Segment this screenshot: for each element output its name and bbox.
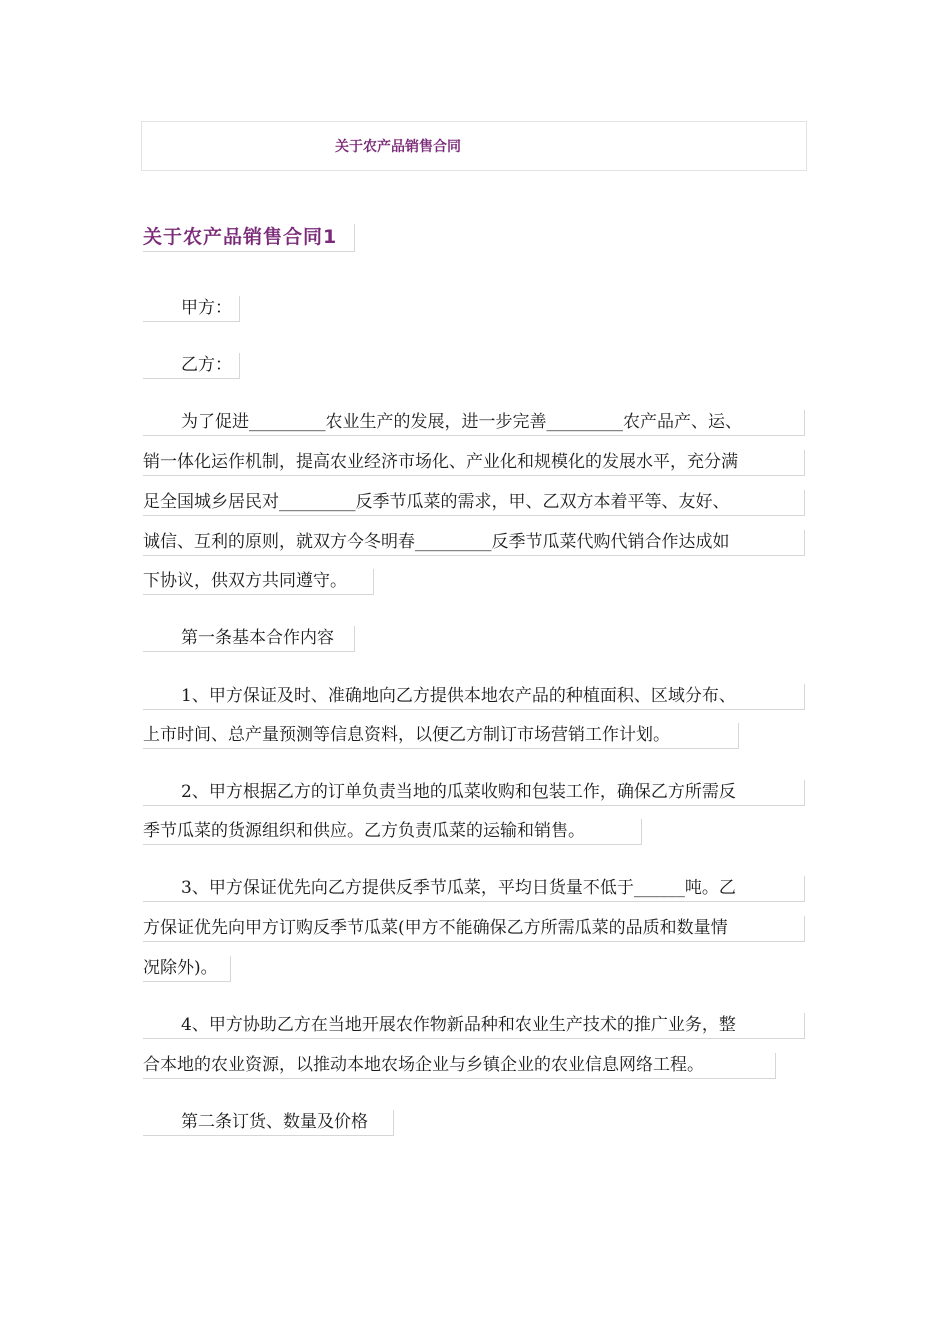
clause-line: 4、甲方协助乙方在当地开展农作物新品种和农业生产技术的推广业务，整 [143, 1013, 805, 1039]
section-heading: 第一条基本合作内容 [143, 626, 355, 652]
paragraph-line: 诚信、互利的原则，就双方今冬明春_________反季节瓜菜代购代销合作达成如 [143, 530, 805, 556]
clause-line: 方保证优先向甲方订购反季节瓜菜(甲方不能确保乙方所需瓜菜的品质和数量情 [143, 916, 805, 942]
header-title: 关于农产品销售合同 [335, 139, 461, 155]
party-a-line: 甲方： [143, 296, 240, 322]
clause-line: 季节瓜菜的货源组织和供应。乙方负责瓜菜的运输和销售。 [143, 819, 642, 845]
clause-line: 况除外)。 [143, 956, 231, 982]
clause-line: 合本地的农业资源，以推动本地农场企业与乡镇企业的农业信息网络工程。 [143, 1053, 776, 1079]
header-box [141, 121, 807, 171]
paragraph-line: 下协议，供双方共同遵守。 [143, 569, 374, 595]
paragraph-line: 为了促进_________农业生产的发展，进一步完善_________农产品产、运、 [143, 410, 805, 436]
paragraph-line: 足全国城乡居民对_________反季节瓜菜的需求，甲、乙双方本着平等、友好、 [143, 490, 805, 516]
clause-line: 3、甲方保证优先向乙方提供反季节瓜菜，平均日货量不低于______吨。乙 [143, 876, 805, 902]
section-heading: 第二条订货、数量及价格 [143, 1110, 394, 1136]
clause-line: 上市时间、总产量预测等信息资料，以便乙方制订市场营销工作计划。 [143, 723, 739, 749]
paragraph-line: 销一体化运作机制，提高农业经济市场化、产业化和规模化的发展水平，充分满 [143, 450, 805, 476]
party-b-line: 乙方： [143, 353, 240, 379]
document-title: 关于农产品销售合同1 [143, 224, 355, 252]
clause-line: 2、甲方根据乙方的订单负责当地的瓜菜收购和包装工作，确保乙方所需反 [143, 780, 805, 806]
clause-line: 1、甲方保证及时、准确地向乙方提供本地农产品的种植面积、区域分布、 [143, 684, 805, 710]
